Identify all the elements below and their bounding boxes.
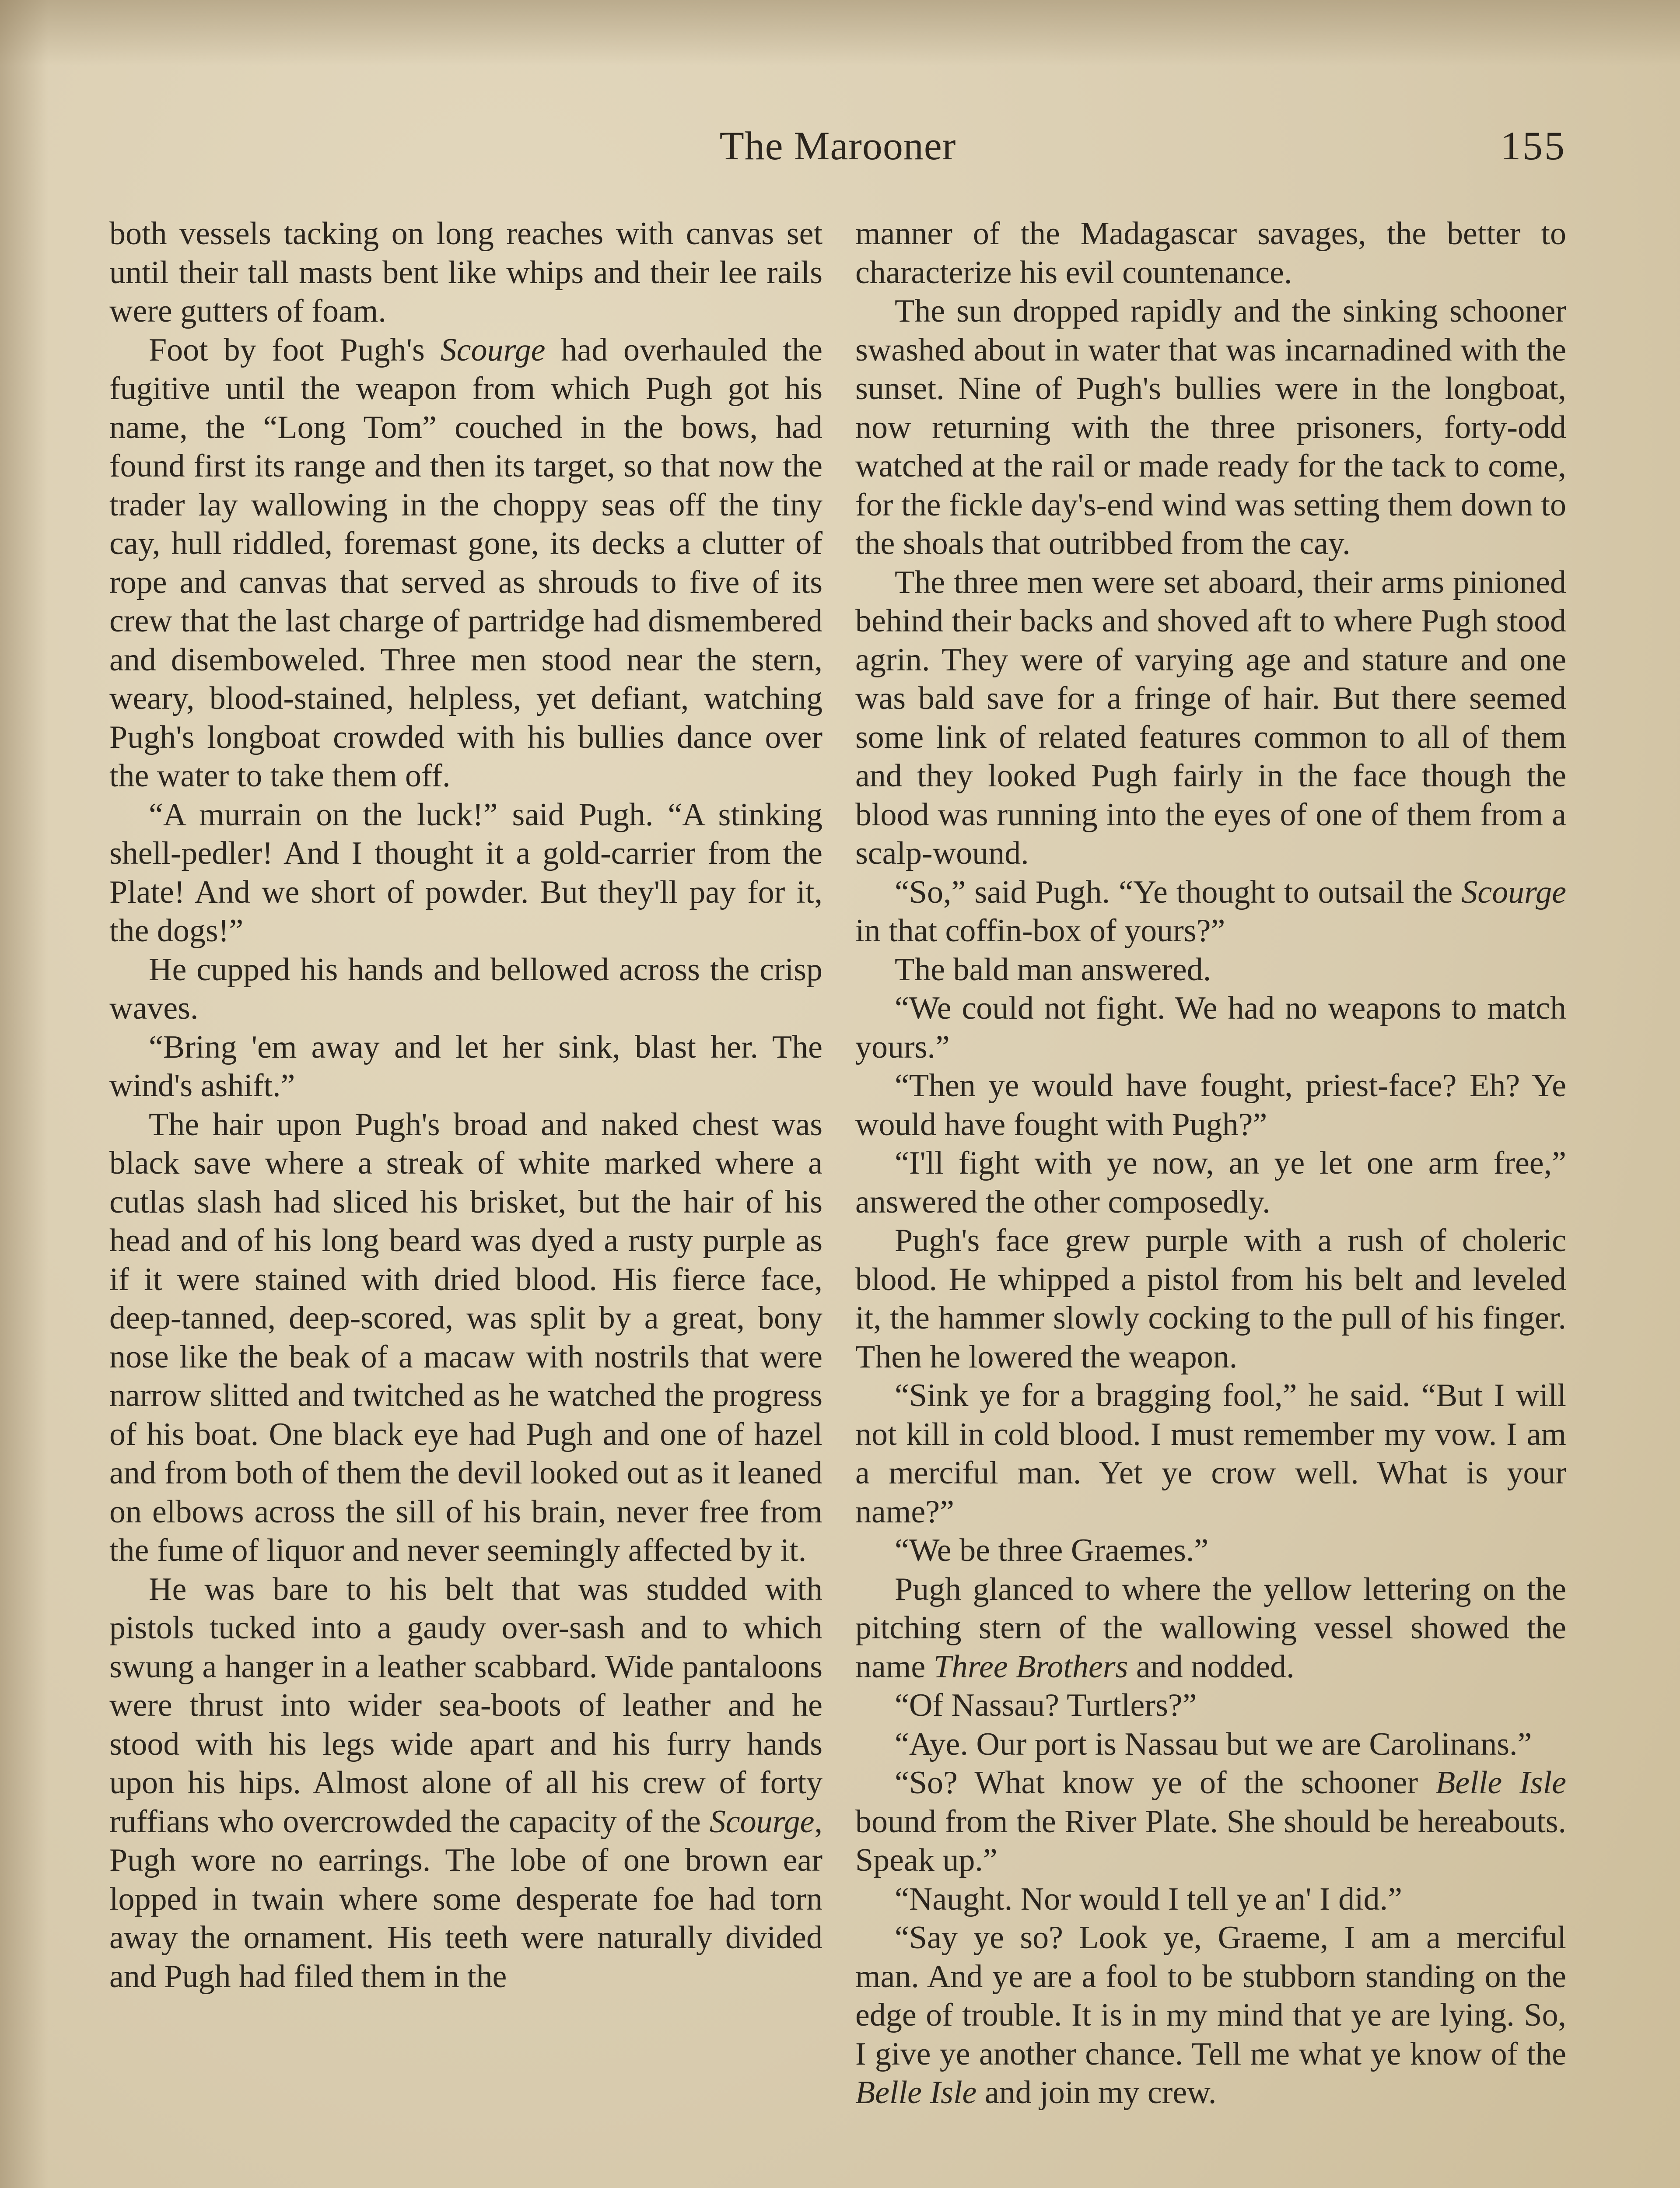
paragraph: Foot by foot Pugh's Scourge had overhauled the fugitive until the weapon from which Pugh got his name, the “Long Tom” couched in the bows, had found first its range and then its target, so that now the trader lay wallowing in the choppy seas off the tiny cay, hull riddled, foremast gone, its decks a clutter of rope and canvas that served as shrouds to five of its crew that the last charge of partridge had dismembered and disemboweled. Three men stood near the stern, weary, blood-stained, helpless, yet defiant, watching Pugh's longboat crowded with his bullies dance over the water to take them off. [109,332,822,794]
paragraph: “So? What know ye of the schooner Belle Isle bound from the River Plate. She should be hereabouts. Speak up.” [855,1765,1567,1878]
page-header [109,118,1566,179]
ship-name: Scourge [709,1803,815,1840]
text-column-right [855,214,1566,2112]
paragraph: “A murrain on the luck!” said Pugh. “A stinking shell-pedler! And I thought it a gold-carrier from the Plate! And we short of powder. But they'll pay for it, the dogs!” [109,796,822,949]
paragraph: “So,” said Pugh. “Ye thought to outsail the Scourge in that coffin-box of yours?” [855,874,1566,949]
paragraph: “I'll fight with ye now, an ye let one arm free,” answered the other composedly. [855,1145,1566,1220]
ship-name: Scourge [440,332,546,368]
paragraph: “We could not fight. We had no weapons to match yours.” [855,990,1566,1065]
paragraph: “Say ye so? Look ye, Graeme, I am a merciful man. And ye are a fool to be stubborn standing on the edge of trouble. It is in my mind that ye are lying. So, I give ye another chance. Tell me what ye know of the Belle Isle and join my crew. [855,1920,1566,2111]
paragraph: “Naught. Nor would I tell ye an' I did.” [895,1881,1403,1917]
paragraph: The hair upon Pugh's broad and naked chest was black save where a streak of white marked where a cutlas slash had sliced his brisket, but the hair of his head and of his long beard was dyed a rusty purple as if it were stained with dried blood. His fierce face, deep-tanned, deep-scored, was split by a great, bony nose like the beak of a macaw with nostrils that were narrow slitted and twitched as he watched the progress of his boat. One black eye had Pugh and one of hazel and from both of them the devil looked out as it leaned on elbows across the sill of his brain, never free from the fume of liquor and never seemingly affected by it. [109,1106,822,1568]
paragraph: “Of Nassau? Turtlers?” [895,1687,1197,1723]
paragraph: The three men were set aboard, their arms pinioned behind their backs and shoved aft to where Pugh stood agrin. They were of varying age and stature and one was bald save for a fringe of hair. But there seemed some link of related features common to all of them and they looked Pugh fairly in the face though the blood was running into the eyes of one of them from a scalp-wound. [855,564,1566,871]
paragraph: The bald man answered. [895,951,1211,988]
page-edge-stain [0,0,1680,66]
paragraph: “Then ye would have fought, priest-face? Eh? Ye would have fought with Pugh?” [855,1068,1566,1143]
paragraph: He cupped his hands and bellowed across the crisp waves. [109,951,822,1026]
paragraph: He was bare to his belt that was studded with pistols tucked into a gaudy over-sash and to which swung a hanger in a leather scabbard. Wide pantaloons were thrust into wider sea-boots of leather and he stood with his legs wide apart and his furry hands upon his hips. Almost alone of all his crew of forty ruffians who overcrowded the capacity of the Scourge, Pugh wore no earrings. The lobe of one brown ear lopped in twain where some desperate foe had torn away the ornament. His teeth were naturally divided and Pugh had filed them in the [109,1571,822,1995]
text-column-left [109,214,822,1996]
running-title: The Marooner [719,123,956,168]
ship-name: Three Brothers [933,1648,1128,1685]
gutter-shadow [0,0,48,2188]
paragraph: Pugh's face grew purple with a rush of choleric blood. He whipped a pistol from his belt and leveled it, the hammer slowly cocking to the pull of his finger. Then he lowered the weapon. [855,1223,1566,1375]
ship-name: Belle Isle [855,2075,977,2111]
paragraph: manner of the Madagascar savages, the better to characterize his evil countenance. [855,216,1566,291]
page-number: 155 [1501,123,1566,168]
paragraph: Pugh glanced to where the yellow lettering on the pitching stern of the wallowing vessel showed the name Three Brothers and nodded. [855,1571,1566,1685]
ship-name: Belle Isle [1435,1765,1567,1801]
ship-name: Scourge [1461,874,1566,910]
paragraph: The sun dropped rapidly and the sinking schooner swashed about in water that was incarnadined with the sunset. Nine of Pugh's bullies were in the longboat, now returning with the three prisoners, forty-odd watched at the rail or made ready for the tack to come, for the fickle day's-end wind was setting them down to the shoals that outribbed from the cay. [855,293,1566,561]
paragraph: “We be three Graemes.” [895,1532,1209,1568]
paragraph: “Aye. Our port is Nassau but we are Carolinans.” [895,1726,1532,1762]
paragraph: “Sink ye for a bragging fool,” he said. “But I will not kill in cold blood. I must remember my vow. I am a merciful man. Yet ye crow well. What is your name?” [855,1378,1566,1530]
paragraph: both vessels tacking on long reaches with canvas set until their tall masts bent like whips and their lee rails were gutters of foam. [109,216,822,329]
paragraph: “Bring 'em away and let her sink, blast her. The wind's ashift.” [109,1029,822,1104]
